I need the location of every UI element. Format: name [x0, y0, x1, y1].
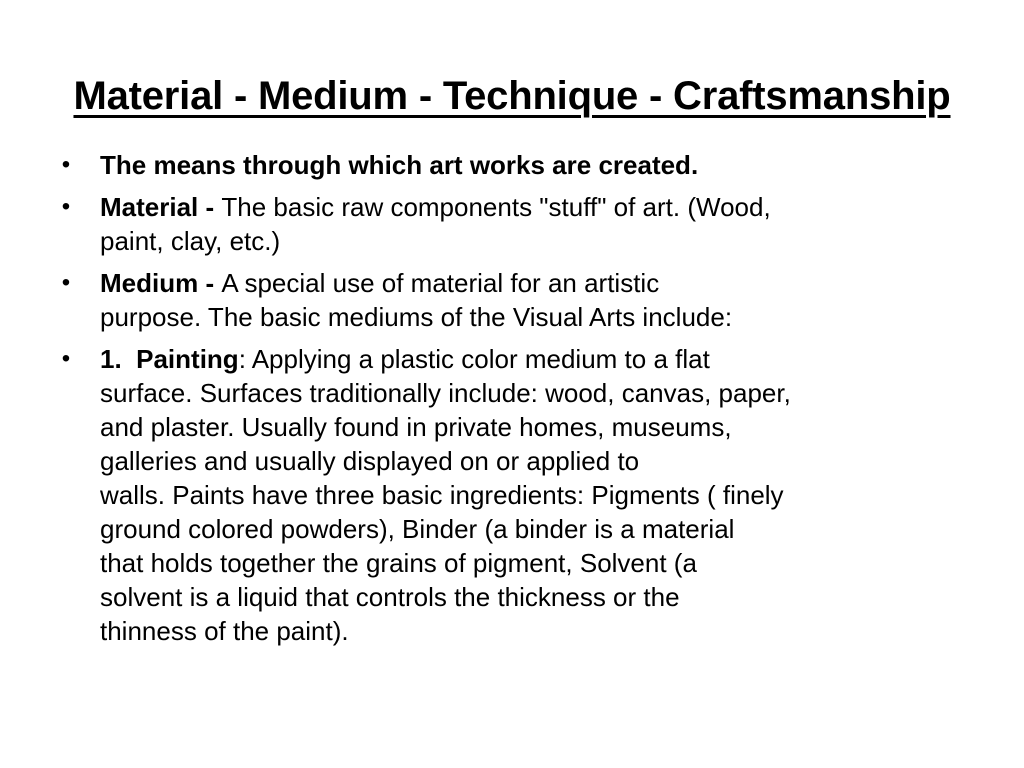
- bullet-item-means: [56, 148, 968, 182]
- bullet-text: surface. Surfaces traditionally include: wood, canvas, paper,: [100, 378, 791, 408]
- bullet-text: The basic raw components "stuff" of art. (Wood,: [221, 192, 771, 222]
- bullet-term: 1. Painting: [100, 344, 239, 374]
- bullet-dot-icon: •: [61, 151, 71, 178]
- slide-title: Material - Medium - Technique - Craftsmanship: [73, 74, 951, 118]
- bullet-term: Material -: [100, 192, 222, 222]
- bullet-text: walls. Paints have three basic ingredients: Pigments ( finely: [100, 480, 784, 510]
- bullet-text: and plaster. Usually found in private homes, museums,: [100, 412, 732, 442]
- bullet-text: : Applying a plastic color medium to a flat: [238, 344, 710, 374]
- bullet-item-material: [56, 190, 968, 258]
- bullet-item-medium: [56, 266, 968, 334]
- bullet-text: ground colored powders), Binder (a binder is a material: [100, 514, 735, 544]
- bullet-text: galleries and usually displayed on or applied to: [100, 446, 640, 476]
- bullet-text: A special use of material for an artistic: [221, 268, 660, 298]
- bullet-dot-icon: •: [61, 345, 71, 372]
- bullet-dot-icon: •: [61, 269, 71, 296]
- bullet-line: [100, 342, 968, 376]
- bullet-bold-text: The means through which art works are created.: [100, 150, 699, 180]
- bullet-line: [100, 266, 968, 300]
- bullet-text: paint, clay, etc.): [100, 226, 281, 256]
- bullet-line: [100, 190, 968, 224]
- bullet-text: purpose. The basic mediums of the Visual Arts include:: [100, 302, 733, 332]
- bullet-term: Medium -: [100, 268, 222, 298]
- bullet-text: solvent is a liquid that controls the thickness or the: [100, 582, 680, 612]
- bullet-dot-icon: •: [61, 193, 71, 220]
- bullet-list: [56, 148, 968, 656]
- bullet-item-painting: [56, 342, 968, 648]
- bullet-text: thinness of the paint).: [100, 616, 349, 646]
- bullet-text: that holds together the grains of pigment, Solvent (a: [100, 548, 697, 578]
